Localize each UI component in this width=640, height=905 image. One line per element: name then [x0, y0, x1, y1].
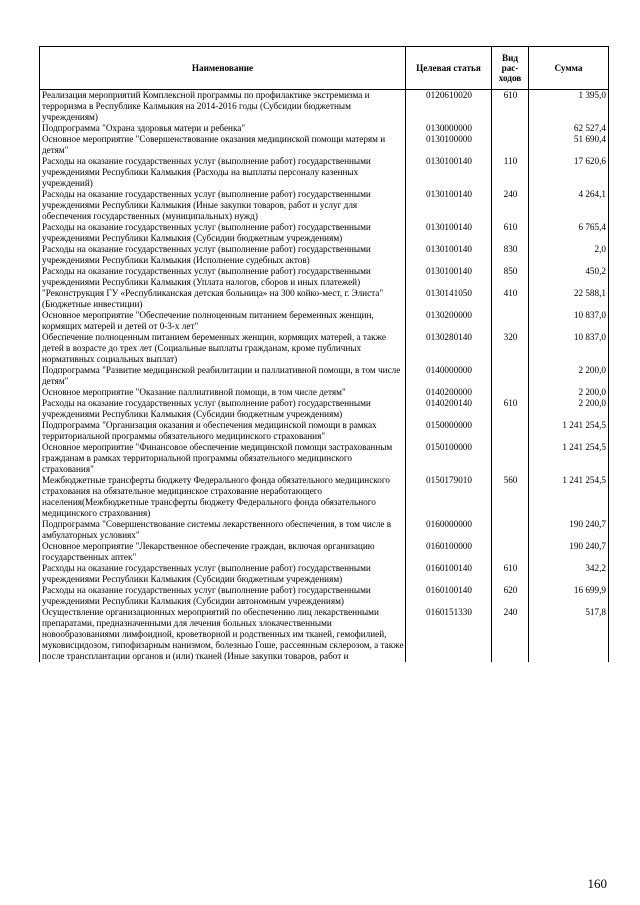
row-sum: 450,2	[529, 266, 609, 288]
row-name: Осуществление организационных мероприятий по обеспечению лиц лекарственными препаратами, предназначенными для лечения больных злокачественными новообразованиями лимфоидной, кроветворной и родственных им тканей, гемофилией, муковисцидозом, гипофизарным нанизмом, болезнью Гоше, рассеянным склерозом, а также после трансплантации органов и (или) тканей (Иные закупки товаров, работ и	[40, 607, 406, 662]
row-target-article: 0150179010	[406, 475, 492, 519]
table-row	[40, 189, 609, 222]
table-body	[40, 90, 609, 663]
table-row	[40, 607, 609, 662]
row-expense-kind: 620	[492, 585, 529, 607]
row-name: Основное мероприятие "Оказание паллиативной помощи, в том числе детям"	[40, 387, 406, 398]
row-target-article: 0120610020	[406, 90, 492, 124]
row-target-article: 0130280140	[406, 332, 492, 365]
row-sum: 1 241 254,5	[529, 420, 609, 442]
header-name: Наименование	[40, 47, 406, 90]
row-sum: 1 241 254,5	[529, 442, 609, 475]
table-row	[40, 310, 609, 332]
table-row	[40, 156, 609, 189]
row-sum: 1 395,0	[529, 90, 609, 124]
row-expense-kind	[492, 541, 529, 563]
row-expense-kind: 410	[492, 288, 529, 310]
row-target-article: 0130100140	[406, 189, 492, 222]
row-sum: 62 527,4	[529, 123, 609, 134]
row-sum: 51 690,4	[529, 134, 609, 156]
row-name: Обеспечение полноценным питанием беременных женщин, кормящих матерей, а также детей в возрасте до трех лет (Социальные выплаты гражданам, кроме публичных нормативных социальных выплат)	[40, 332, 406, 365]
row-expense-kind: 610	[492, 398, 529, 420]
budget-table	[39, 46, 609, 662]
header-target-article: Целевая статья	[406, 47, 492, 90]
header-sum: Сумма	[529, 47, 609, 90]
table-row	[40, 398, 609, 420]
row-sum: 10 837,0	[529, 332, 609, 365]
table-row	[40, 134, 609, 156]
row-sum: 2 200,0	[529, 387, 609, 398]
table-row	[40, 563, 609, 585]
row-sum: 17 620,6	[529, 156, 609, 189]
row-name: Расходы на оказание государственных услуг (выполнение работ) государственными учреждениями Республики Калмыкия (Субсидии автономным учреждениям)	[40, 585, 406, 607]
row-expense-kind	[492, 310, 529, 332]
row-expense-kind: 610	[492, 563, 529, 585]
row-expense-kind: 320	[492, 332, 529, 365]
row-expense-kind: 110	[492, 156, 529, 189]
row-target-article: 0130100140	[406, 222, 492, 244]
row-expense-kind: 610	[492, 90, 529, 124]
row-expense-kind	[492, 387, 529, 398]
row-name: Основное мероприятие "Финансовое обеспечение медицинской помощи застрахованным гражданам в рамках территориальной программы обязательного медицинского страхования"	[40, 442, 406, 475]
table-row	[40, 365, 609, 387]
row-sum: 190 240,7	[529, 541, 609, 563]
row-name: Расходы на оказание государственных услуг (выполнение работ) государственными учреждениями Республики Калмыкия (Субсидии бюджетным учреждениям)	[40, 222, 406, 244]
row-target-article: 0140200140	[406, 398, 492, 420]
row-expense-kind: 850	[492, 266, 529, 288]
row-name: Подпрограмма "Развитие медицинской реабилитации и паллиативной помощи, в том числе детям"	[40, 365, 406, 387]
row-target-article: 0130200000	[406, 310, 492, 332]
row-target-article: 0140200000	[406, 387, 492, 398]
row-sum: 1 241 254,5	[529, 475, 609, 519]
row-name: Основное мероприятие "Лекарственное обеспечение граждан, включая организацию государственных аптек"	[40, 541, 406, 563]
table-row	[40, 90, 609, 124]
page-number: 160	[587, 876, 607, 891]
row-expense-kind	[492, 442, 529, 475]
row-expense-kind	[492, 134, 529, 156]
table-row	[40, 123, 609, 134]
row-name: Подпрограмма "Охрана здоровья матери и ребенка"	[40, 123, 406, 134]
row-name: Расходы на оказание государственных услуг (выполнение работ) государственными учреждениями Республики Калмыкия (Исполнение судебных актов)	[40, 244, 406, 266]
table-row	[40, 585, 609, 607]
row-target-article: 0130100140	[406, 266, 492, 288]
row-sum: 2 200,0	[529, 365, 609, 387]
row-target-article: 0130141050	[406, 288, 492, 310]
row-target-article: 0150100000	[406, 442, 492, 475]
row-target-article: 0160151330	[406, 607, 492, 662]
row-expense-kind	[492, 365, 529, 387]
row-name: Расходы на оказание государственных услуг (выполнение работ) государственными учреждениями Республики Калмыкия (Уплата налогов, сборов и иных платежей)	[40, 266, 406, 288]
row-target-article: 0160100140	[406, 585, 492, 607]
row-sum: 190 240,7	[529, 519, 609, 541]
row-expense-kind	[492, 123, 529, 134]
table-header-row	[40, 47, 609, 90]
table-row	[40, 222, 609, 244]
row-name: Расходы на оказание государственных услуг (выполнение работ) государственными учреждениями Республики Калмыкия (Субсидии бюджетным учреждениям)	[40, 398, 406, 420]
table-row	[40, 332, 609, 365]
row-expense-kind	[492, 519, 529, 541]
row-expense-kind	[492, 420, 529, 442]
row-sum: 517,8	[529, 607, 609, 662]
row-target-article: 0130100140	[406, 156, 492, 189]
row-target-article: 0130100000	[406, 134, 492, 156]
row-expense-kind: 610	[492, 222, 529, 244]
table-row	[40, 288, 609, 310]
row-sum: 2,0	[529, 244, 609, 266]
row-sum: 16 699,9	[529, 585, 609, 607]
row-name: Подпрограмма "Совершенствование системы лекарственного обеспечения, в том числе в амбулаторных условиях"	[40, 519, 406, 541]
table-row	[40, 420, 609, 442]
row-name: Расходы на оказание государственных услуг (выполнение работ) государственными учреждениями Республики Калмыкия (Иные закупки товаров, работ и услуг для обеспечения государственных (муниципальных) нужд)	[40, 189, 406, 222]
row-target-article: 0150000000	[406, 420, 492, 442]
row-target-article: 0130000000	[406, 123, 492, 134]
table-row	[40, 442, 609, 475]
row-target-article: 0160100000	[406, 541, 492, 563]
row-target-article: 0160000000	[406, 519, 492, 541]
row-target-article: 0140000000	[406, 365, 492, 387]
row-name: Межбюджетные трансферты бюджету Федерального фонда обязательного медицинского страхования на обязательное медицинское страхование неработающего населения(Межбюджетные трансферты бюджету Федерального фонда обязательного медицинского страхования)	[40, 475, 406, 519]
header-expense-kind: Вид рас- ходов	[492, 47, 529, 90]
row-sum: 22 588,1	[529, 288, 609, 310]
row-name: Расходы на оказание государственных услуг (выполнение работ) государственными учреждениями Республики Калмыкия (Расходы на выплаты персоналу казенных учреждений)	[40, 156, 406, 189]
row-name: Подпрограмма "Организация оказания и обеспечения медицинской помощи в рамках территориальной программы обязательного медицинского страхования"	[40, 420, 406, 442]
row-target-article: 0160100140	[406, 563, 492, 585]
row-expense-kind: 240	[492, 189, 529, 222]
row-name: "Реконструкция ГУ «Республиканская детская больница» на 300 койко-мест, г. Элиста"(Бюджетные инвестиции)	[40, 288, 406, 310]
table-row	[40, 244, 609, 266]
row-expense-kind: 560	[492, 475, 529, 519]
row-name: Основное мероприятие "Обеспечение полноценным питанием беременных женщин, кормящих матерей и детей от 0-3-х лет"	[40, 310, 406, 332]
table-row	[40, 266, 609, 288]
row-name: Реализация мероприятий Комплексной программы по профилактике экстремизма и терроризма в Республике Калмыкия на 2014-2016 годы (Субсидии бюджетным учреждениям)	[40, 90, 406, 124]
row-sum: 342,2	[529, 563, 609, 585]
row-sum: 2 200,0	[529, 398, 609, 420]
row-expense-kind: 240	[492, 607, 529, 662]
table-row	[40, 541, 609, 563]
row-sum: 4 264,1	[529, 189, 609, 222]
row-expense-kind: 830	[492, 244, 529, 266]
table-row	[40, 387, 609, 398]
row-name: Основное мероприятие "Совершенствование оказания медицинской помощи матерям и детям"	[40, 134, 406, 156]
row-sum: 10 837,0	[529, 310, 609, 332]
row-name: Расходы на оказание государственных услуг (выполнение работ) государственными учреждениями Республики Калмыкия (Субсидии бюджетным учреждениям)	[40, 563, 406, 585]
row-target-article: 0130100140	[406, 244, 492, 266]
row-sum: 6 765,4	[529, 222, 609, 244]
table-row	[40, 519, 609, 541]
table-row	[40, 475, 609, 519]
